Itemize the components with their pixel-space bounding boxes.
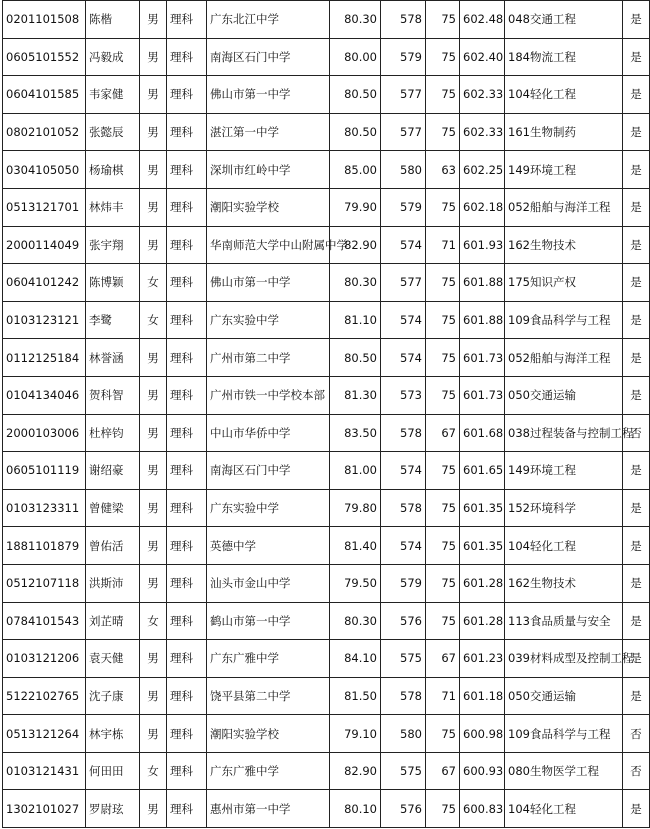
score-3-cell: 71 bbox=[426, 677, 460, 715]
status-cell: 是 bbox=[623, 301, 650, 339]
total-score-cell: 600.93 bbox=[460, 752, 505, 790]
major-cell: 080生物医学工程 bbox=[505, 752, 623, 790]
score-2-cell: 577 bbox=[381, 76, 426, 114]
score-3-cell: 75 bbox=[426, 1, 460, 39]
table-row bbox=[3, 452, 650, 490]
major-cell: 050交通运输 bbox=[505, 376, 623, 414]
score-2-cell: 574 bbox=[381, 527, 426, 565]
score-3-cell: 75 bbox=[426, 339, 460, 377]
student-name-cell: 何田田 bbox=[86, 752, 140, 790]
table-row bbox=[3, 1, 650, 39]
score-1-cell: 81.30 bbox=[330, 376, 381, 414]
student-name-cell: 沈子康 bbox=[86, 677, 140, 715]
total-score-cell: 601.73 bbox=[460, 376, 505, 414]
student-name-cell: 罗尉玹 bbox=[86, 790, 140, 828]
student-name-cell: 杜梓钧 bbox=[86, 414, 140, 452]
gender-cell: 女 bbox=[140, 752, 167, 790]
major-cell: 162生物技术 bbox=[505, 226, 623, 264]
score-1-cell: 80.50 bbox=[330, 339, 381, 377]
total-score-cell: 601.93 bbox=[460, 226, 505, 264]
table-row bbox=[3, 489, 650, 527]
score-2-cell: 574 bbox=[381, 226, 426, 264]
score-3-cell: 75 bbox=[426, 564, 460, 602]
gender-cell: 男 bbox=[140, 715, 167, 753]
table-row bbox=[3, 151, 650, 189]
total-score-cell: 601.35 bbox=[460, 527, 505, 565]
category-cell: 理科 bbox=[167, 677, 207, 715]
major-cell: 162生物技术 bbox=[505, 564, 623, 602]
gender-cell: 男 bbox=[140, 339, 167, 377]
total-score-cell: 601.88 bbox=[460, 264, 505, 302]
table-row bbox=[3, 790, 650, 828]
student-name-cell: 冯毅成 bbox=[86, 38, 140, 76]
table-row bbox=[3, 376, 650, 414]
student-id-cell: 1881101879 bbox=[3, 527, 86, 565]
student-id-cell: 0604101585 bbox=[3, 76, 86, 114]
score-3-cell: 67 bbox=[426, 752, 460, 790]
score-3-cell: 67 bbox=[426, 640, 460, 678]
category-cell: 理科 bbox=[167, 376, 207, 414]
student-name-cell: 陈楷 bbox=[86, 1, 140, 39]
student-name-cell: 韦家健 bbox=[86, 76, 140, 114]
student-id-cell: 0802101052 bbox=[3, 113, 86, 151]
score-2-cell: 579 bbox=[381, 188, 426, 226]
gender-cell: 男 bbox=[140, 640, 167, 678]
score-3-cell: 67 bbox=[426, 414, 460, 452]
school-cell: 鹤山市第一中学 bbox=[207, 602, 330, 640]
table-row bbox=[3, 226, 650, 264]
status-cell: 是 bbox=[623, 1, 650, 39]
school-cell: 深圳市红岭中学 bbox=[207, 151, 330, 189]
score-2-cell: 573 bbox=[381, 376, 426, 414]
status-cell: 否 bbox=[623, 715, 650, 753]
total-score-cell: 602.48 bbox=[460, 1, 505, 39]
table-row bbox=[3, 38, 650, 76]
status-cell: 是 bbox=[623, 38, 650, 76]
table-row bbox=[3, 752, 650, 790]
student-id-cell: 0103123311 bbox=[3, 489, 86, 527]
gender-cell: 男 bbox=[140, 489, 167, 527]
score-3-cell: 71 bbox=[426, 226, 460, 264]
student-name-cell: 谢绍豪 bbox=[86, 452, 140, 490]
student-id-cell: 0104134046 bbox=[3, 376, 86, 414]
status-cell: 否 bbox=[623, 752, 650, 790]
category-cell: 理科 bbox=[167, 640, 207, 678]
category-cell: 理科 bbox=[167, 151, 207, 189]
school-cell: 佛山市第一中学 bbox=[207, 264, 330, 302]
gender-cell: 女 bbox=[140, 301, 167, 339]
school-cell: 潮阳实验学校 bbox=[207, 715, 330, 753]
major-cell: 104轻化工程 bbox=[505, 527, 623, 565]
student-name-cell: 林炜丰 bbox=[86, 188, 140, 226]
gender-cell: 男 bbox=[140, 452, 167, 490]
major-cell: 039材料成型及控制工程 bbox=[505, 640, 623, 678]
major-cell: 050交通运输 bbox=[505, 677, 623, 715]
gender-cell: 男 bbox=[140, 1, 167, 39]
student-name-cell: 刘芷晴 bbox=[86, 602, 140, 640]
student-id-cell: 2000114049 bbox=[3, 226, 86, 264]
gender-cell: 男 bbox=[140, 677, 167, 715]
table-row bbox=[3, 564, 650, 602]
student-name-cell: 曾健梁 bbox=[86, 489, 140, 527]
table-row bbox=[3, 715, 650, 753]
score-3-cell: 75 bbox=[426, 602, 460, 640]
gender-cell: 女 bbox=[140, 264, 167, 302]
student-id-cell: 0304105050 bbox=[3, 151, 86, 189]
student-id-cell: 0784101543 bbox=[3, 602, 86, 640]
category-cell: 理科 bbox=[167, 564, 207, 602]
score-1-cell: 82.90 bbox=[330, 226, 381, 264]
school-cell: 佛山市第一中学 bbox=[207, 76, 330, 114]
school-cell: 潮阳实验学校 bbox=[207, 188, 330, 226]
student-id-cell: 0604101242 bbox=[3, 264, 86, 302]
student-id-cell: 0605101552 bbox=[3, 38, 86, 76]
status-cell: 否 bbox=[623, 414, 650, 452]
score-2-cell: 574 bbox=[381, 452, 426, 490]
score-1-cell: 80.30 bbox=[330, 1, 381, 39]
score-1-cell: 83.50 bbox=[330, 414, 381, 452]
score-1-cell: 84.10 bbox=[330, 640, 381, 678]
status-cell: 是 bbox=[623, 339, 650, 377]
category-cell: 理科 bbox=[167, 489, 207, 527]
major-cell: 104轻化工程 bbox=[505, 76, 623, 114]
student-name-cell: 陈博颖 bbox=[86, 264, 140, 302]
score-3-cell: 75 bbox=[426, 489, 460, 527]
score-3-cell: 75 bbox=[426, 452, 460, 490]
score-3-cell: 75 bbox=[426, 301, 460, 339]
student-name-cell: 张宇翔 bbox=[86, 226, 140, 264]
score-2-cell: 579 bbox=[381, 564, 426, 602]
score-3-cell: 63 bbox=[426, 151, 460, 189]
school-cell: 广州市第二中学 bbox=[207, 339, 330, 377]
category-cell: 理科 bbox=[167, 527, 207, 565]
major-cell: 109食品科学与工程 bbox=[505, 715, 623, 753]
major-cell: 152环境科学 bbox=[505, 489, 623, 527]
table-row bbox=[3, 414, 650, 452]
table-row bbox=[3, 113, 650, 151]
school-cell: 广东广雅中学 bbox=[207, 640, 330, 678]
major-cell: 175知识产权 bbox=[505, 264, 623, 302]
gender-cell: 男 bbox=[140, 113, 167, 151]
status-cell: 是 bbox=[623, 226, 650, 264]
student-id-cell: 5122102765 bbox=[3, 677, 86, 715]
total-score-cell: 601.28 bbox=[460, 602, 505, 640]
category-cell: 理科 bbox=[167, 414, 207, 452]
table-row bbox=[3, 188, 650, 226]
score-2-cell: 577 bbox=[381, 264, 426, 302]
school-cell: 南海区石门中学 bbox=[207, 452, 330, 490]
school-cell: 广东北江中学 bbox=[207, 1, 330, 39]
total-score-cell: 601.18 bbox=[460, 677, 505, 715]
status-cell: 是 bbox=[623, 527, 650, 565]
score-2-cell: 578 bbox=[381, 414, 426, 452]
score-3-cell: 75 bbox=[426, 715, 460, 753]
total-score-cell: 601.28 bbox=[460, 564, 505, 602]
table-row bbox=[3, 301, 650, 339]
score-2-cell: 579 bbox=[381, 38, 426, 76]
student-id-cell: 0103121431 bbox=[3, 752, 86, 790]
gender-cell: 男 bbox=[140, 564, 167, 602]
gender-cell: 男 bbox=[140, 527, 167, 565]
gender-cell: 男 bbox=[140, 38, 167, 76]
student-id-cell: 0201101508 bbox=[3, 1, 86, 39]
student-id-cell: 0513121264 bbox=[3, 715, 86, 753]
category-cell: 理科 bbox=[167, 715, 207, 753]
score-3-cell: 75 bbox=[426, 527, 460, 565]
total-score-cell: 602.25 bbox=[460, 151, 505, 189]
total-score-cell: 601.65 bbox=[460, 452, 505, 490]
status-cell: 是 bbox=[623, 76, 650, 114]
score-1-cell: 79.80 bbox=[330, 489, 381, 527]
school-cell: 湛江第一中学 bbox=[207, 113, 330, 151]
status-cell: 是 bbox=[623, 564, 650, 602]
score-2-cell: 578 bbox=[381, 1, 426, 39]
total-score-cell: 600.98 bbox=[460, 715, 505, 753]
table-row bbox=[3, 640, 650, 678]
status-cell: 是 bbox=[623, 640, 650, 678]
category-cell: 理科 bbox=[167, 752, 207, 790]
student-name-cell: 杨瑜棋 bbox=[86, 151, 140, 189]
table-row bbox=[3, 339, 650, 377]
gender-cell: 男 bbox=[140, 188, 167, 226]
student-id-cell: 0513121701 bbox=[3, 188, 86, 226]
student-name-cell: 贺科智 bbox=[86, 376, 140, 414]
table-row bbox=[3, 527, 650, 565]
school-cell: 华南师范大学中山附属中学 bbox=[207, 226, 330, 264]
score-3-cell: 75 bbox=[426, 264, 460, 302]
score-2-cell: 574 bbox=[381, 301, 426, 339]
status-cell: 是 bbox=[623, 790, 650, 828]
student-id-cell: 2000103006 bbox=[3, 414, 86, 452]
category-cell: 理科 bbox=[167, 1, 207, 39]
category-cell: 理科 bbox=[167, 790, 207, 828]
student-id-cell: 0103123121 bbox=[3, 301, 86, 339]
score-2-cell: 580 bbox=[381, 715, 426, 753]
school-cell: 南海区石门中学 bbox=[207, 38, 330, 76]
score-1-cell: 79.10 bbox=[330, 715, 381, 753]
student-id-cell: 0112125184 bbox=[3, 339, 86, 377]
score-2-cell: 574 bbox=[381, 339, 426, 377]
status-cell: 是 bbox=[623, 151, 650, 189]
gender-cell: 男 bbox=[140, 76, 167, 114]
score-1-cell: 81.10 bbox=[330, 301, 381, 339]
major-cell: 184物流工程 bbox=[505, 38, 623, 76]
total-score-cell: 602.40 bbox=[460, 38, 505, 76]
category-cell: 理科 bbox=[167, 264, 207, 302]
major-cell: 048交通工程 bbox=[505, 1, 623, 39]
student-id-cell: 0512107118 bbox=[3, 564, 86, 602]
score-3-cell: 75 bbox=[426, 376, 460, 414]
table-row bbox=[3, 264, 650, 302]
total-score-cell: 601.35 bbox=[460, 489, 505, 527]
major-cell: 149环境工程 bbox=[505, 151, 623, 189]
score-2-cell: 576 bbox=[381, 602, 426, 640]
gender-cell: 男 bbox=[140, 376, 167, 414]
score-1-cell: 81.50 bbox=[330, 677, 381, 715]
student-name-cell: 张懿辰 bbox=[86, 113, 140, 151]
category-cell: 理科 bbox=[167, 76, 207, 114]
score-1-cell: 80.10 bbox=[330, 790, 381, 828]
status-cell: 是 bbox=[623, 602, 650, 640]
score-2-cell: 575 bbox=[381, 640, 426, 678]
score-3-cell: 75 bbox=[426, 188, 460, 226]
status-cell: 是 bbox=[623, 376, 650, 414]
status-cell: 是 bbox=[623, 113, 650, 151]
score-1-cell: 80.30 bbox=[330, 264, 381, 302]
score-3-cell: 75 bbox=[426, 790, 460, 828]
school-cell: 汕头市金山中学 bbox=[207, 564, 330, 602]
school-cell: 饶平县第二中学 bbox=[207, 677, 330, 715]
student-id-cell: 0103121206 bbox=[3, 640, 86, 678]
school-cell: 英德中学 bbox=[207, 527, 330, 565]
score-1-cell: 79.90 bbox=[330, 188, 381, 226]
school-cell: 广东实验中学 bbox=[207, 489, 330, 527]
status-cell: 是 bbox=[623, 677, 650, 715]
category-cell: 理科 bbox=[167, 38, 207, 76]
status-cell: 是 bbox=[623, 188, 650, 226]
major-cell: 038过程装备与控制工程 bbox=[505, 414, 623, 452]
score-1-cell: 81.40 bbox=[330, 527, 381, 565]
school-cell: 广东广雅中学 bbox=[207, 752, 330, 790]
score-2-cell: 576 bbox=[381, 790, 426, 828]
gender-cell: 男 bbox=[140, 226, 167, 264]
category-cell: 理科 bbox=[167, 226, 207, 264]
score-3-cell: 75 bbox=[426, 38, 460, 76]
gender-cell: 男 bbox=[140, 151, 167, 189]
major-cell: 052船舶与海洋工程 bbox=[505, 339, 623, 377]
status-cell: 是 bbox=[623, 489, 650, 527]
table-row bbox=[3, 677, 650, 715]
school-cell: 广东实验中学 bbox=[207, 301, 330, 339]
major-cell: 161生物制药 bbox=[505, 113, 623, 151]
score-1-cell: 80.30 bbox=[330, 602, 381, 640]
major-cell: 149环境工程 bbox=[505, 452, 623, 490]
school-cell: 惠州市第一中学 bbox=[207, 790, 330, 828]
status-cell: 是 bbox=[623, 264, 650, 302]
score-2-cell: 575 bbox=[381, 752, 426, 790]
total-score-cell: 601.68 bbox=[460, 414, 505, 452]
score-1-cell: 80.50 bbox=[330, 113, 381, 151]
score-3-cell: 75 bbox=[426, 113, 460, 151]
total-score-cell: 600.83 bbox=[460, 790, 505, 828]
score-1-cell: 79.50 bbox=[330, 564, 381, 602]
gender-cell: 男 bbox=[140, 414, 167, 452]
total-score-cell: 601.73 bbox=[460, 339, 505, 377]
major-cell: 104轻化工程 bbox=[505, 790, 623, 828]
student-name-cell: 李鹭 bbox=[86, 301, 140, 339]
score-1-cell: 85.00 bbox=[330, 151, 381, 189]
category-cell: 理科 bbox=[167, 301, 207, 339]
total-score-cell: 602.33 bbox=[460, 113, 505, 151]
category-cell: 理科 bbox=[167, 452, 207, 490]
category-cell: 理科 bbox=[167, 113, 207, 151]
category-cell: 理科 bbox=[167, 339, 207, 377]
total-score-cell: 602.33 bbox=[460, 76, 505, 114]
school-cell: 广州市铁一中学校本部 bbox=[207, 376, 330, 414]
score-2-cell: 578 bbox=[381, 677, 426, 715]
major-cell: 113食品质量与安全 bbox=[505, 602, 623, 640]
score-1-cell: 80.00 bbox=[330, 38, 381, 76]
score-1-cell: 81.00 bbox=[330, 452, 381, 490]
status-cell: 是 bbox=[623, 452, 650, 490]
major-cell: 109食品科学与工程 bbox=[505, 301, 623, 339]
major-cell: 052船舶与海洋工程 bbox=[505, 188, 623, 226]
admission-table bbox=[2, 0, 650, 828]
category-cell: 理科 bbox=[167, 188, 207, 226]
student-name-cell: 林誉涵 bbox=[86, 339, 140, 377]
category-cell: 理科 bbox=[167, 602, 207, 640]
score-3-cell: 75 bbox=[426, 76, 460, 114]
school-cell: 中山市华侨中学 bbox=[207, 414, 330, 452]
table-body bbox=[3, 1, 650, 828]
gender-cell: 男 bbox=[140, 790, 167, 828]
student-name-cell: 洪斯沛 bbox=[86, 564, 140, 602]
total-score-cell: 602.18 bbox=[460, 188, 505, 226]
total-score-cell: 601.23 bbox=[460, 640, 505, 678]
gender-cell: 女 bbox=[140, 602, 167, 640]
score-2-cell: 577 bbox=[381, 113, 426, 151]
table-row bbox=[3, 76, 650, 114]
student-name-cell: 林宇栋 bbox=[86, 715, 140, 753]
score-1-cell: 80.50 bbox=[330, 76, 381, 114]
total-score-cell: 601.88 bbox=[460, 301, 505, 339]
score-1-cell: 82.90 bbox=[330, 752, 381, 790]
table-row bbox=[3, 602, 650, 640]
student-id-cell: 1302101027 bbox=[3, 790, 86, 828]
score-2-cell: 580 bbox=[381, 151, 426, 189]
student-name-cell: 袁天健 bbox=[86, 640, 140, 678]
score-2-cell: 578 bbox=[381, 489, 426, 527]
student-id-cell: 0605101119 bbox=[3, 452, 86, 490]
student-name-cell: 曾佑活 bbox=[86, 527, 140, 565]
